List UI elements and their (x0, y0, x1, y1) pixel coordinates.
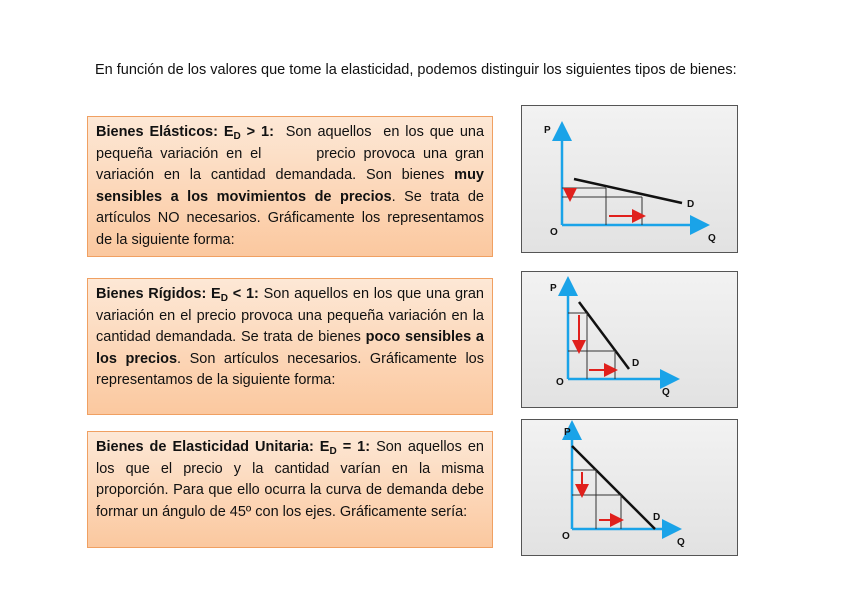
section-title: Bienes de Elasticidad Unitaria: $E_D = 1$: (96, 439, 371, 457)
price-label: P (550, 283, 557, 294)
unitary-elasticity-box (87, 431, 493, 548)
origin-label: O (562, 531, 570, 542)
demand-curve (574, 179, 682, 203)
section-emphasis: muy sensibles a los movimientos de precios (96, 167, 484, 205)
section-text: Son aquellos en los que el precio y la cantidad varían en la misma proporción. Para que ello ocurra la curva de demanda debe formar un ángulo de 45º con los ejes. Gráficamente sería: (96, 439, 484, 520)
rigid-goods-box (87, 278, 493, 415)
elastic-demand-graph (521, 105, 738, 253)
section-title: Bienes Rígidos: $E_D < 1$: (96, 286, 259, 304)
demand-curve (572, 446, 655, 529)
demand-label: D (632, 358, 640, 369)
section-text: Son aquellos en los que una gran variación en el precio provoca una pequeña variación en la cantidad demandada. Se trata de bienes (96, 286, 484, 345)
unitary-demand-graph (521, 419, 738, 556)
demand-label: D (653, 512, 661, 523)
intro-paragraph: En función de los valores que tome la elasticidad, podemos distinguir los siguientes tipos de bienes: (95, 62, 737, 78)
section-text-end: . Se trata de artículos NO necesarios. Gráficamente los representamos de la siguiente forma: (96, 188, 485, 248)
origin-label: O (556, 377, 564, 388)
quantity-label: Q (708, 233, 716, 244)
price-label: P (544, 125, 551, 136)
section-emphasis: poco sensibles a los precios (96, 329, 484, 367)
rigid-demand-graph (521, 271, 738, 408)
elastic-goods-box (87, 116, 493, 257)
quantity-label: Q (662, 387, 670, 398)
section-text: Son aquellos en los que una pequeña variación en el precio provoca una gran variación en la cantidad demandada. Son bienes (96, 124, 489, 183)
section-title: Bienes Elásticos: $E_D > 1$: (96, 124, 274, 142)
origin-label: O (550, 227, 558, 238)
price-label: P (564, 427, 571, 438)
section-text-end: . Son artículos necesarios. Gráficamente los representamos de la siguiente forma: (96, 350, 484, 388)
demand-label: D (687, 199, 695, 210)
quantity-label: Q (677, 537, 685, 548)
